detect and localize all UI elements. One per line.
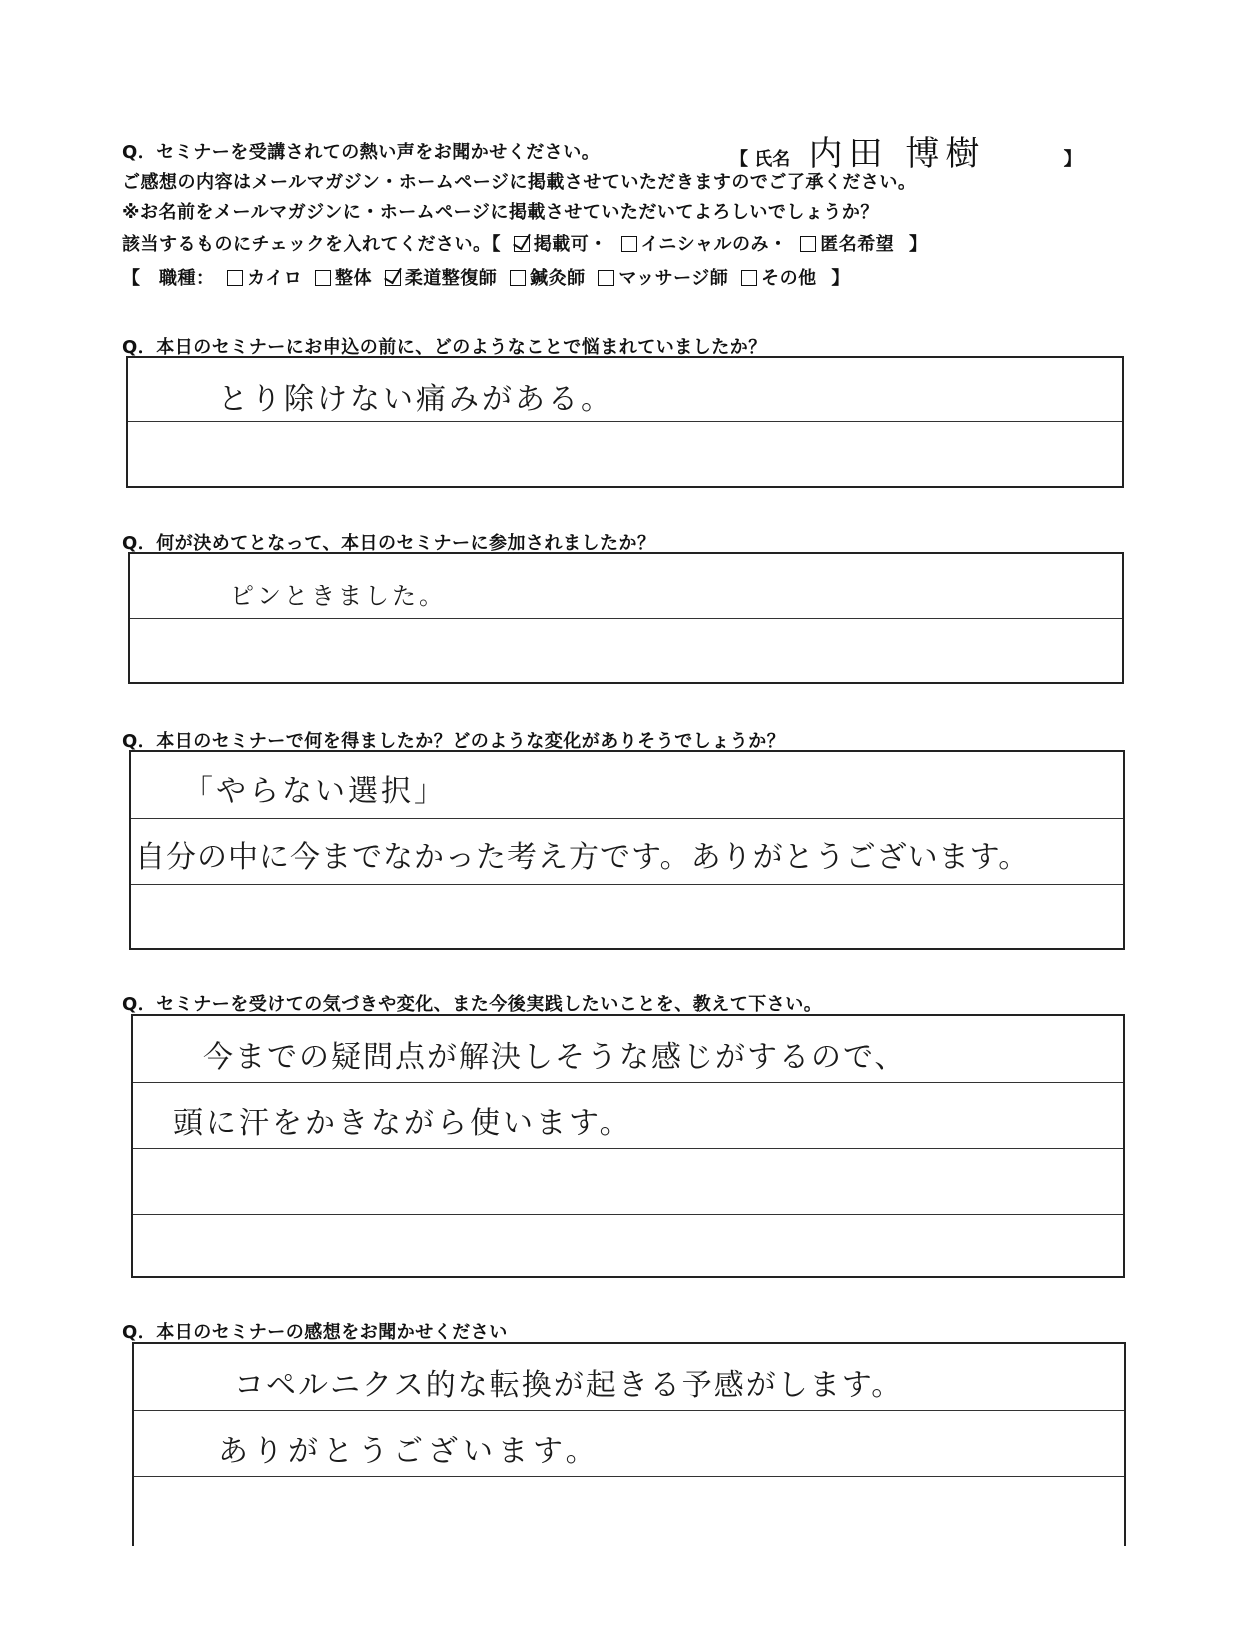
consent-row (122, 230, 928, 256)
answer-rule (133, 1082, 1123, 1083)
question-1-answer-box[interactable] (126, 356, 1124, 488)
job-checkbox-other[interactable] (741, 270, 757, 286)
question-3-answer-line-1: 「やらない選択」 (183, 774, 447, 809)
answer-rule (134, 1476, 1124, 1477)
question-2-answer-line-1: ピンときました。 (230, 582, 446, 610)
question-5-answer-line-2: ありがとうございます。 (218, 1434, 601, 1469)
answer-rule (131, 884, 1123, 885)
question-4-title: Q．セミナーを受けての気づきや変化、また今後実践したいことを、教えて下さい。 (122, 994, 823, 1015)
answer-rule (134, 1410, 1124, 1411)
question-4-answer-line-2: 頭に汗をかきながら使います。 (173, 1106, 633, 1141)
job-label-other: その他 (761, 268, 817, 289)
name-label: 【 氏名 (730, 149, 791, 170)
permission-line: ※お名前をメールマガジンに・ホームページに掲載させていただいてよろしいでしょうか？ (122, 202, 879, 223)
job-checkbox-judo[interactable] (385, 270, 401, 286)
consent-prefix: 該当するものにチェックを入れてください。【 (122, 234, 501, 255)
job-checkbox-seitai[interactable] (315, 270, 331, 286)
question-1-answer-line-1: とり除けない痛みがある。 (218, 382, 614, 417)
header-question: Q．セミナーを受講されての熱い声をお聞かせください。 (122, 142, 601, 163)
answer-rule (131, 818, 1123, 819)
answer-rule (133, 1214, 1123, 1215)
name-close-bracket: 】 (1063, 149, 1082, 170)
consent-label-publish: 掲載可・ (533, 234, 608, 255)
question-4-answer-line-1: 今までの疑問点が解決しそうな感じがするので、 (203, 1040, 907, 1075)
job-checkbox-acupuncture[interactable] (510, 270, 526, 286)
question-3-answer-line-2: 自分の中に今までなかった考え方です。ありがとうございます。 (135, 840, 1030, 875)
question-5-answer-box[interactable] (132, 1342, 1126, 1546)
job-label-chiro: カイロ (247, 268, 303, 289)
consent-label-initials: イニシャルのみ・ (640, 234, 788, 255)
question-4-answer-box[interactable] (131, 1014, 1125, 1278)
question-5-answer-line-1: コペルニクス的な転換が起きる予感がします。 (234, 1368, 904, 1403)
job-label-acupuncture: 鍼灸師 (530, 268, 586, 289)
job-label-judo: 柔道整復師 (404, 268, 498, 289)
job-row (122, 264, 850, 290)
question-3-answer-box[interactable] (129, 750, 1125, 950)
job-checkbox-chiro[interactable] (227, 270, 243, 286)
job-prefix: 【 職種： (122, 268, 215, 289)
question-2-answer-box[interactable] (128, 552, 1124, 684)
consent-checkbox-initials[interactable] (621, 236, 637, 252)
question-3-title: Q．本日のセミナーで何を得ましたか？どのような変化がありそうでしょうか？ (122, 731, 786, 752)
question-5-title: Q．本日のセミナーの感想をお聞かせください (122, 1322, 508, 1343)
job-label-seitai: 整体 (335, 268, 373, 289)
job-label-massage: マッサージ師 (618, 268, 729, 289)
job-suffix: 】 (831, 268, 850, 289)
consent-checkbox-publish[interactable] (514, 236, 530, 252)
question-1-title: Q．本日のセミナーにお申込の前に、どのようなことで悩まれていましたか？ (122, 337, 767, 358)
consent-checkbox-anonymous[interactable] (800, 236, 816, 252)
consent-label-anonymous: 匿名希望 (820, 234, 895, 255)
consent-suffix: 】 (909, 234, 928, 255)
job-checkbox-massage[interactable] (598, 270, 614, 286)
answer-rule (130, 618, 1122, 619)
answer-rule (128, 421, 1122, 422)
notice-line: ご感想の内容はメールマガジン・ホームページに掲載させていただきますのでご了承ください。 (122, 172, 917, 193)
name-value: 内田 博樹 (808, 134, 986, 174)
question-2-title: Q．何が決めてとなって、本日のセミナーに参加されましたか？ (122, 533, 656, 554)
answer-rule (133, 1148, 1123, 1149)
